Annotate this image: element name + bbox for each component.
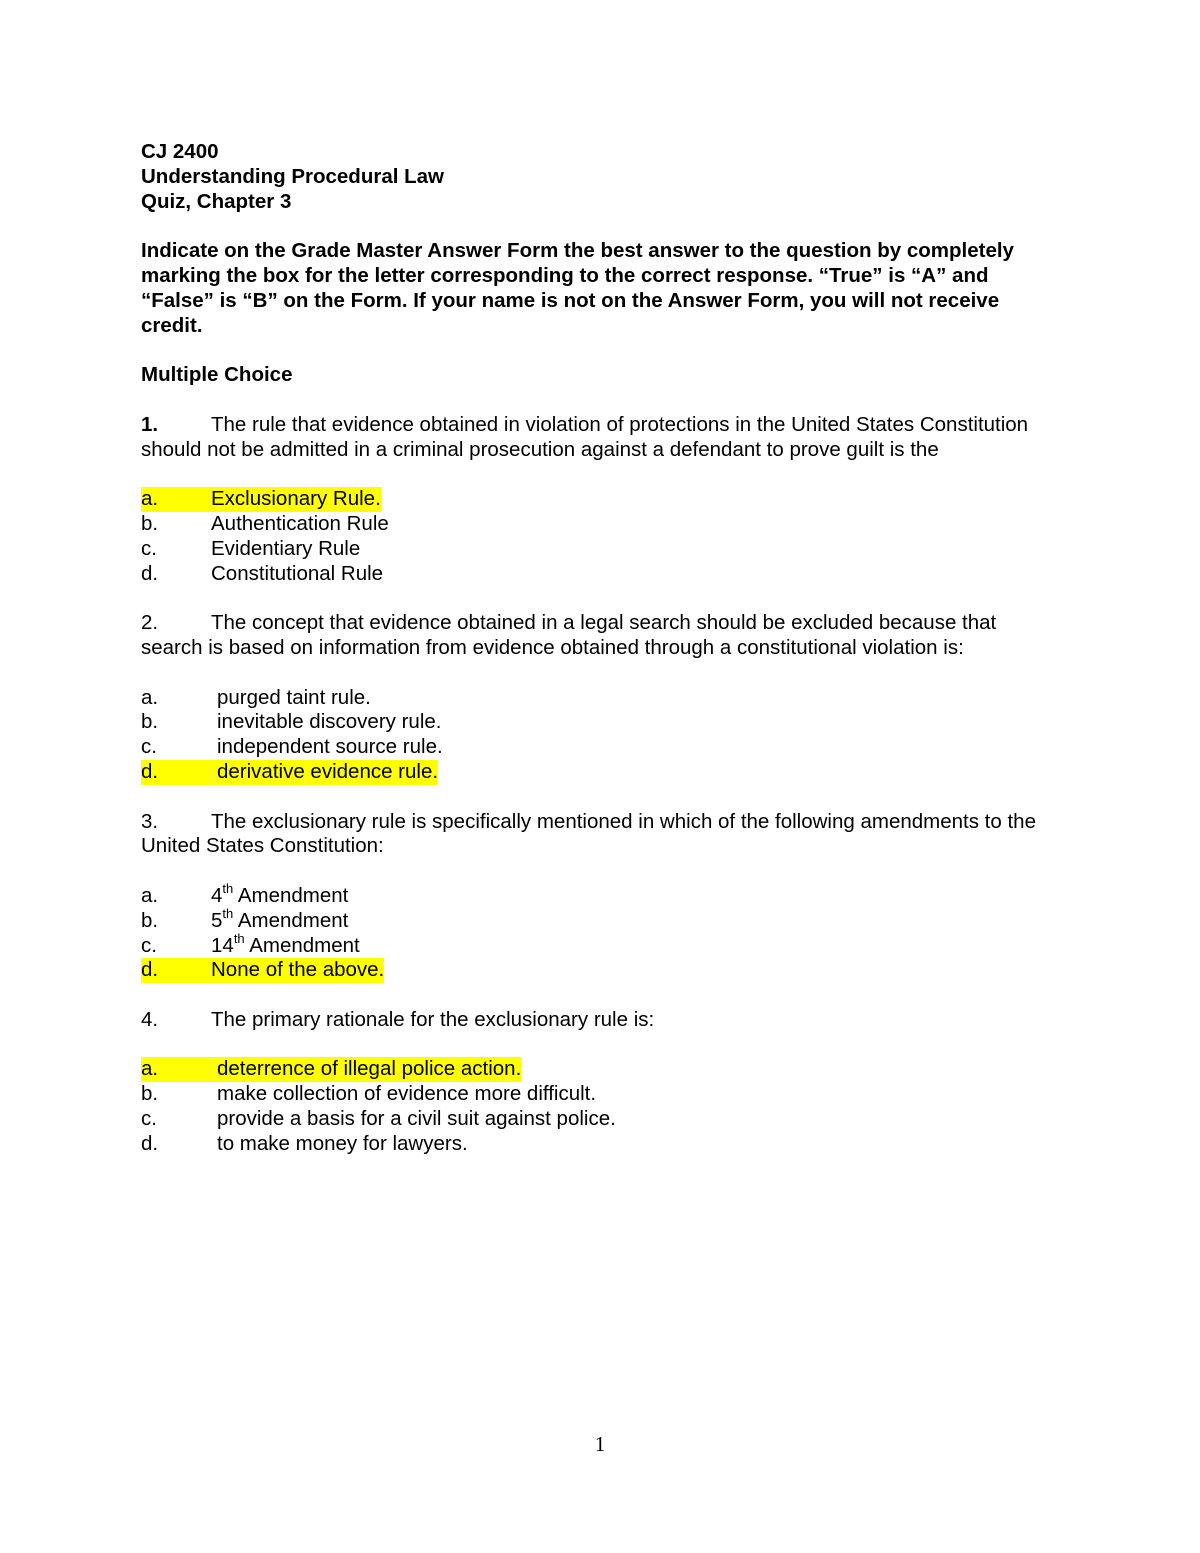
highlighted-answer [141, 760, 438, 785]
option-text: provide a basis for a civil suit against police. [217, 1107, 616, 1131]
answer-option [141, 1107, 1061, 1132]
amendment-number: 5 [211, 908, 223, 932]
instructions: Indicate on the Grade Master Answer Form the best answer to the question by completely marking the box for the letter corresponding to the correct response. “True” is “A” and “False” is “B” on the Form. If your name is not on the Answer Form, you will not receive credit. [141, 239, 1014, 337]
highlighted-answer [141, 1057, 521, 1082]
option-text: Authentication Rule [211, 511, 389, 535]
highlighted-answer [141, 958, 384, 983]
question-2 [141, 611, 1061, 785]
option-text: to make money for lawyers. [217, 1131, 468, 1155]
option-letter: c. [141, 1107, 157, 1131]
option-text: purged taint rule. [217, 685, 371, 709]
answer-option [141, 562, 1061, 587]
option-text: inevitable discovery rule. [217, 710, 442, 734]
question-text: The exclusionary rule is specifically mentioned in which of the following amendments to the United States Constitution: [141, 809, 1036, 858]
answer-option [141, 958, 1061, 983]
option-letter: c. [141, 735, 157, 759]
option-letter: b. [141, 710, 159, 734]
option-letter: a. [141, 685, 159, 709]
option-letter: d. [141, 561, 159, 585]
course-code: CJ 2400 [141, 140, 219, 163]
option-letter: d. [141, 1131, 159, 1155]
question-number: 1. [141, 412, 159, 436]
course-title: Understanding Procedural Law [141, 164, 444, 188]
question-text: The primary rationale for the exclusionary rule is: [211, 1007, 655, 1031]
document-page [141, 140, 1061, 1157]
option-text: derivative evidence rule. [217, 759, 439, 783]
answer-option [141, 1057, 1061, 1082]
question-3 [141, 810, 1061, 984]
option-letter: a. [141, 487, 159, 511]
question-text: The rule that evidence obtained in violation of protections in the United States Constitution should not be admitted in a criminal prosecution against a defendant to prove guilt is the [141, 412, 1029, 461]
option-letter: a. [141, 1057, 159, 1081]
option-text: make collection of evidence more difficult. [217, 1082, 597, 1106]
amendment-number: 4 [211, 883, 223, 907]
ordinal-suffix: th [222, 905, 234, 921]
option-letter: d. [141, 958, 159, 982]
question-stem [141, 1008, 1061, 1033]
option-text: Evidentiary Rule [211, 536, 361, 560]
answer-option [141, 710, 1061, 735]
option-letter: b. [141, 908, 159, 932]
option-text: Constitutional Rule [211, 561, 384, 585]
option-letter: c. [141, 536, 157, 560]
ordinal-suffix: th [222, 881, 234, 897]
ordinal-suffix: th [233, 930, 245, 946]
option-text: Amendment [244, 933, 360, 957]
option-letter: a. [141, 883, 159, 907]
section-title: Multiple Choice [141, 363, 293, 387]
question-1 [141, 413, 1061, 587]
amendment-number: 14 [211, 933, 234, 957]
question-stem [141, 413, 1061, 463]
question-4 [141, 1008, 1061, 1157]
answer-option [141, 1082, 1061, 1107]
answer-option [141, 487, 1061, 512]
answer-option [141, 930, 1061, 959]
option-text: None of the above. [211, 958, 385, 982]
question-stem [141, 611, 1061, 661]
question-number: 2. [141, 611, 159, 635]
question-number: 3. [141, 809, 159, 833]
highlighted-answer [141, 487, 381, 512]
answer-option [141, 905, 1061, 934]
option-text: Amendment [233, 883, 349, 907]
option-letter: d. [141, 759, 159, 783]
option-letter: b. [141, 511, 159, 535]
option-text: Amendment [233, 908, 349, 932]
option-text: Exclusionary Rule. [211, 487, 381, 511]
question-text: The concept that evidence obtained in a legal search should be excluded because that search is based on information from evidence obtained through a constitutional violation is: [141, 611, 997, 659]
answer-option [141, 512, 1061, 537]
answer-option [141, 881, 1061, 909]
option-text: deterrence of illegal police action. [217, 1057, 522, 1081]
quiz-title: Quiz, Chapter 3 [141, 189, 292, 213]
option-text: independent source rule. [217, 735, 443, 759]
answer-option [141, 686, 1061, 711]
answer-option [141, 760, 1061, 785]
answer-option [141, 1132, 1061, 1157]
option-letter: c. [141, 933, 157, 957]
option-letter: b. [141, 1082, 159, 1106]
answer-option [141, 537, 1061, 562]
page-number: 1 [594, 1432, 606, 1456]
question-stem [141, 810, 1061, 860]
answer-option [141, 735, 1061, 760]
question-number: 4. [141, 1007, 159, 1031]
